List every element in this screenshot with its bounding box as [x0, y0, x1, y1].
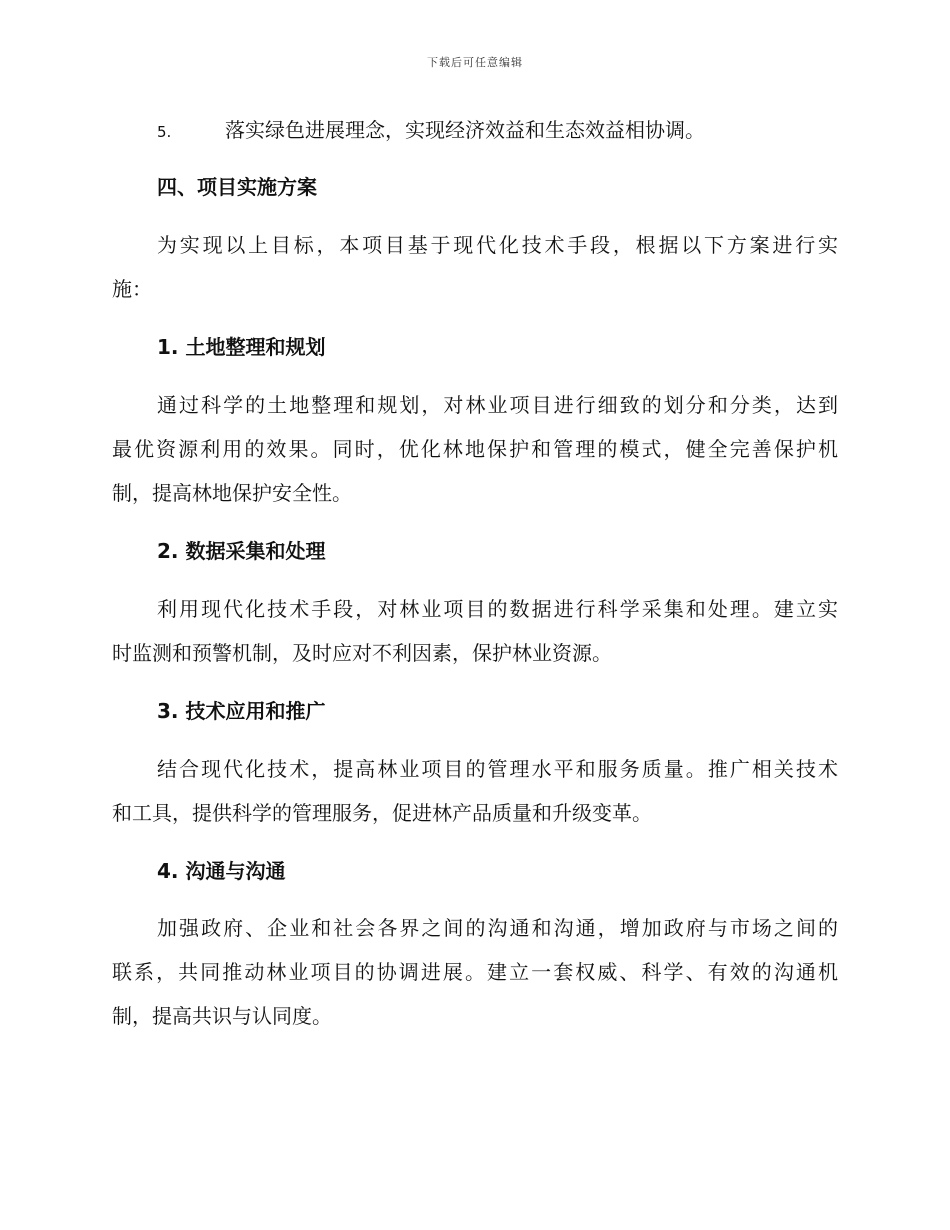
paragraph-line: 和工具，提供科学的管理服务，促进林产品质量和升级变革。 [112, 801, 652, 825]
section-title: 四、项目实施方案 [157, 175, 317, 199]
subsection-heading-1: 1. 土地整理和规划 [157, 335, 326, 359]
list-item-number: 5. [157, 123, 172, 141]
paragraph-line: 最优资源利用的效果。同时，优化林地保护和管理的模式，健全完善保护机 [112, 437, 838, 461]
subsection-heading-4: 4. 沟通与沟通 [157, 859, 286, 883]
subsection-heading-3: 3. 技术应用和推广 [157, 699, 326, 723]
list-item-text: 落实绿色进展理念，实现经济效益和生态效益相协调。 [225, 118, 705, 142]
paragraph-line: 时监测和预警机制，及时应对不利因素，保护林业资源。 [112, 641, 612, 665]
paragraph-line: 制，提高林地保护安全性。 [112, 481, 352, 505]
section-intro-line-2: 施： [112, 277, 152, 301]
section-intro-line-1: 为实现以上目标，本项目基于现代化技术手段，根据以下方案进行实 [157, 233, 838, 257]
page-header: 下载后可任意编辑 [427, 56, 523, 69]
subsection-heading-2: 2. 数据采集和处理 [157, 539, 326, 563]
paragraph-line: 结合现代化技术，提高林业项目的管理水平和服务质量。推广相关技术 [157, 757, 838, 781]
paragraph-line: 通过科学的土地整理和规划，对林业项目进行细致的划分和分类，达到 [157, 393, 838, 417]
paragraph-line: 制，提高共识与认同度。 [112, 1004, 332, 1028]
paragraph-line: 联系，共同推动林业项目的协调进展。建立一套权威、科学、有效的沟通机 [112, 960, 838, 984]
paragraph-line: 利用现代化技术手段，对林业项目的数据进行科学采集和处理。建立实 [157, 597, 838, 621]
paragraph-line: 加强政府、企业和社会各界之间的沟通和沟通，增加政府与市场之间的 [157, 916, 838, 940]
list-item-5 [157, 115, 883, 147]
